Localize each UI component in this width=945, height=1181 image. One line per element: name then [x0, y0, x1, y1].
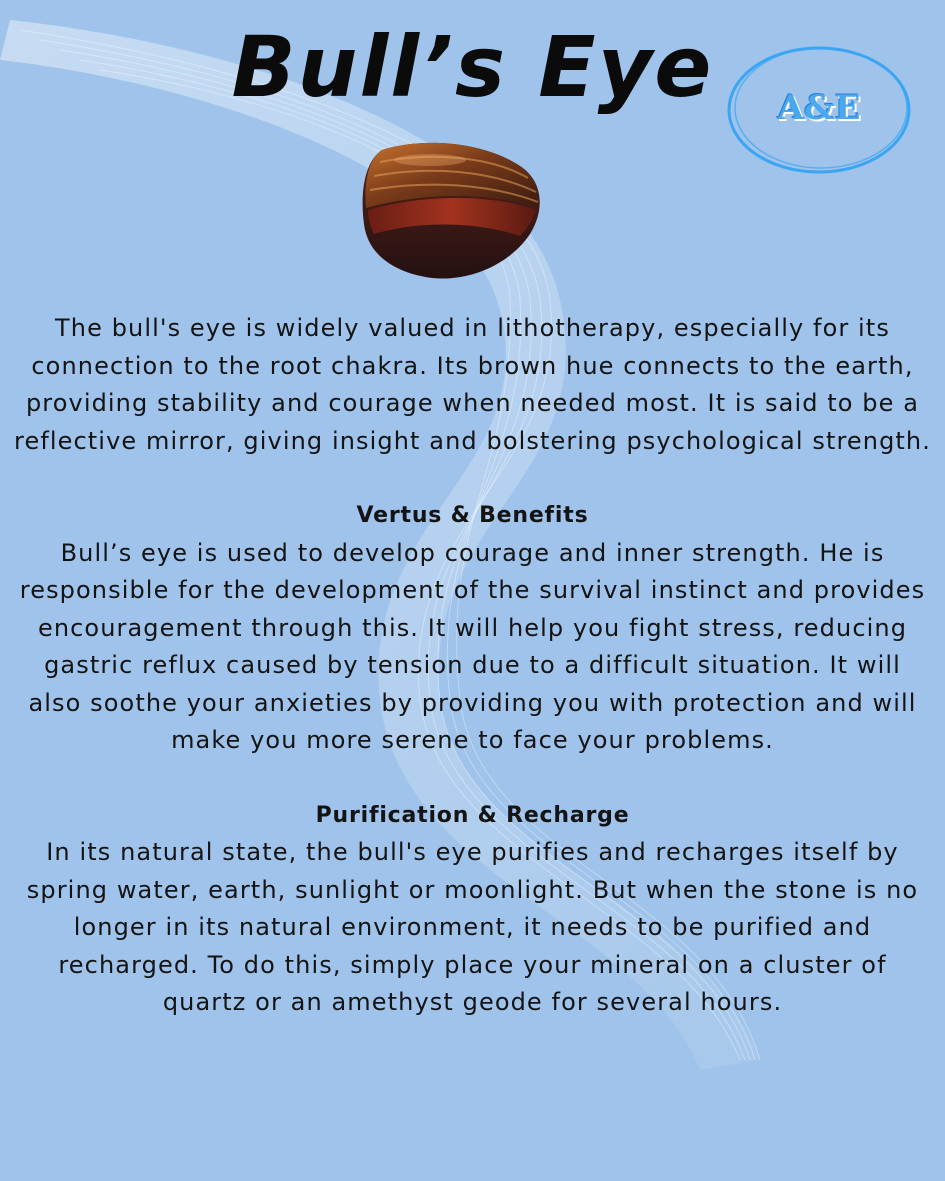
page-title: Bull’s Eye [231, 18, 714, 116]
tigers-eye-stone-image [360, 138, 546, 284]
description-content [14, 310, 931, 1022]
section-heading-benefits: Vertus & Benefits [356, 503, 589, 528]
section-heading-purification: Purification & Recharge [315, 802, 630, 828]
section-body-benefits: Bull’s eye is used to develop courage and inner strength. He is responsible for the development of the survival instinct and provides encouragement through this. It will help you fight stress, reducing gastric reflux caused by tension due to a difficult situation. It will also soothe your anxieties by providing you with protection and will make you more serene to face your problems. [19, 538, 926, 754]
logo-text: A&E [777, 88, 861, 128]
intro-paragraph: The bull's eye is widely valued in lithotherapy, especially for its connection to the root chakra. Its brown hue connects to the earth, providing stability and courage when needed most. It is said to be a reflective mirror, giving insight and bolstering psychological strength. [14, 314, 931, 455]
section-body-purification: In its natural state, the bull's eye purifies and recharges itself by spring water, earth, sunlight or moonlight. But when the stone is no longer in its natural environment, it needs to be purified and recharged. To do this, simply place your mineral on a cluster of quartz or an amethyst geode for several hours. [26, 838, 919, 1016]
brand-logo [724, 40, 914, 180]
